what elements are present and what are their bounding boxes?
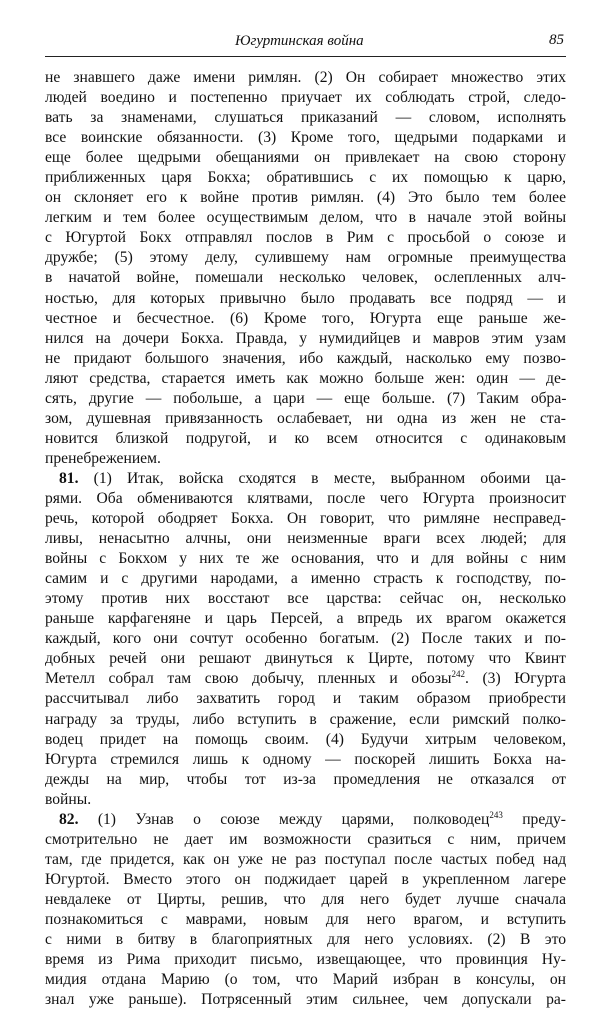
paragraph-82 [45,810,566,1010]
text-line: людей воедино и постепенно приучает их соблюдать строй, следо- [45,89,566,107]
text-line: добных речей они решают двинуться к Цирте, потому что Квинт [45,650,566,668]
text-line [45,669,566,689]
text-line: новится близкой подругой, и ко всем относится с одинаковым [45,429,566,447]
text-line: рями. Оба обмениваются клятвами, после чего Югурта произносит [45,489,566,507]
page-body [45,68,566,1010]
text-line: не придают большого значения, ибо каждый, насколько ему позво- [45,349,566,367]
text-line: познакомиться с маврами, новым для него врагом, и вступить [45,910,566,928]
text-line [45,469,566,489]
text-line: войны. [45,790,92,808]
text-line: Югуртой. Вместо этого он поджидает царей в укрепленном лагере [45,870,566,888]
text-line: знал уже раньше). Потрясенный этим сильнее, чем допускали ра- [45,991,566,1009]
text-line: легким и тем более осуществимым делом, что в начале этой войны [45,209,567,227]
page-number: 85 [549,32,564,48]
text-line: с ними в битву в благоприятных для него условиях. (2) В это [45,931,566,949]
text-line: еще более щедрыми обещаниями он привлекает на свою сторону [45,149,566,167]
text-line: самим и с другими народами, а именно страсть к господству, по- [45,570,566,588]
paragraph-81 [45,469,566,810]
text-line-tail: (1) Итак, войска сходятся в месте, выбранном обоими ца- [78,469,566,487]
running-head-title: Югуртинская война [235,33,364,49]
text-line: этому против них восстают все царства: сейчас он, несколько [45,590,566,608]
paragraph-80-continued [45,68,566,469]
text-line: ливы, ненасытно алчны, они неизменные враги всех людей; для [45,530,566,548]
text-line: честное и бесчестное. (6) Кроме того, Югурта еще раньше же- [45,309,566,327]
section-number: 81. [59,469,79,487]
text-line: время из Рима приходит письмо, извещающее, что провинция Ну- [45,951,566,969]
text-line: водец придет на помощь своим. (4) Будучи хитрым человеком, [45,730,566,748]
footnote-ref: 242 [451,669,465,680]
text-line-tail: преду- [502,810,566,828]
text-line: дружбе; (5) этому делу, сулившему нам огромные преимущества [45,249,566,267]
text-line: с Югуртой Бокх отправлял послов в Рим с просьбой о союзе и [45,229,566,247]
text-line: ляют средства, старается иметь как можно больше жен: один — де- [45,369,567,387]
text-line-head: Метелл собрал там свою добычу, пленных и обозы [45,670,452,688]
footnote-ref: 243 [489,809,503,820]
text-line: войны с Бокхом у них те же основания, что и для войны с ним [45,550,566,568]
text-line: там, где придется, как он уже не раз поступал после частых побед над [45,850,567,868]
text-line: мидия отдана Марию (о том, что Марий избран в консулы, он [45,971,566,989]
text-line: сять, другие — побольше, а цари — еще больше. (7) Таким обра- [45,389,567,407]
text-line: в начатой войне, помешали несколько человек, ослепленных алч- [45,269,566,287]
text-line: вать за знаменами, слушаться приказаний — словом, исполнять [45,109,566,127]
text-line: ностью, для которых привычно было продавать все подряд — и [45,289,566,307]
text-line-tail: . (3) Югурта [464,670,566,688]
text-line: пренебрежением. [45,449,161,467]
text-line-head: (1) Узнав о союзе между царями, полководец [78,810,490,828]
text-line: приближенных царя Бокха; обратившись с их помощью к царю, [45,169,566,187]
header-rule [45,56,566,57]
text-line: Югурта стремился лишь к одному — поскорей лишить Бокха на- [45,750,566,768]
text-line: награду за труды, либо вступить в сражение, если римский полко- [45,710,566,728]
section-number: 82. [59,810,79,828]
text-line: не знавшего даже имени римлян. (2) Он собирает множество этих [45,69,566,86]
text-line: речь, которой ободряет Бокха. Он говорит, что римляне несправед- [45,510,566,528]
text-line: зом, душевная привязанность ослабевает, ни одна из жен не ста- [45,409,566,427]
text-line: нился на дочери Бокха. Правда, у нумидийцев и мавров этим узам [45,329,566,347]
text-line: рассчитывал либо захватить город и таким образом приобрести [45,690,566,708]
text-line: раньше карфагеняне и царь Персей, а впредь их врагом окажется [45,610,566,628]
text-line: каждый, кого они сочтут особенно богатым. (2) После таких и по- [45,630,566,648]
text-line [45,810,566,830]
text-line: невдалеке от Цирты, решив, что для него будет лучше сначала [45,890,566,908]
text-line: смотрительно не дает им возможности сразиться с ним, причем [45,830,566,848]
text-line: он склоняет его к войне против римлян. (4) Это было тем более [45,189,566,207]
text-line: дежды на мир, чтобы тот из-за промедления не отказался от [45,770,566,788]
text-line: все воинские обязанности. (3) Кроме того, щедрыми подарками и [45,129,566,147]
running-header [45,33,566,53]
